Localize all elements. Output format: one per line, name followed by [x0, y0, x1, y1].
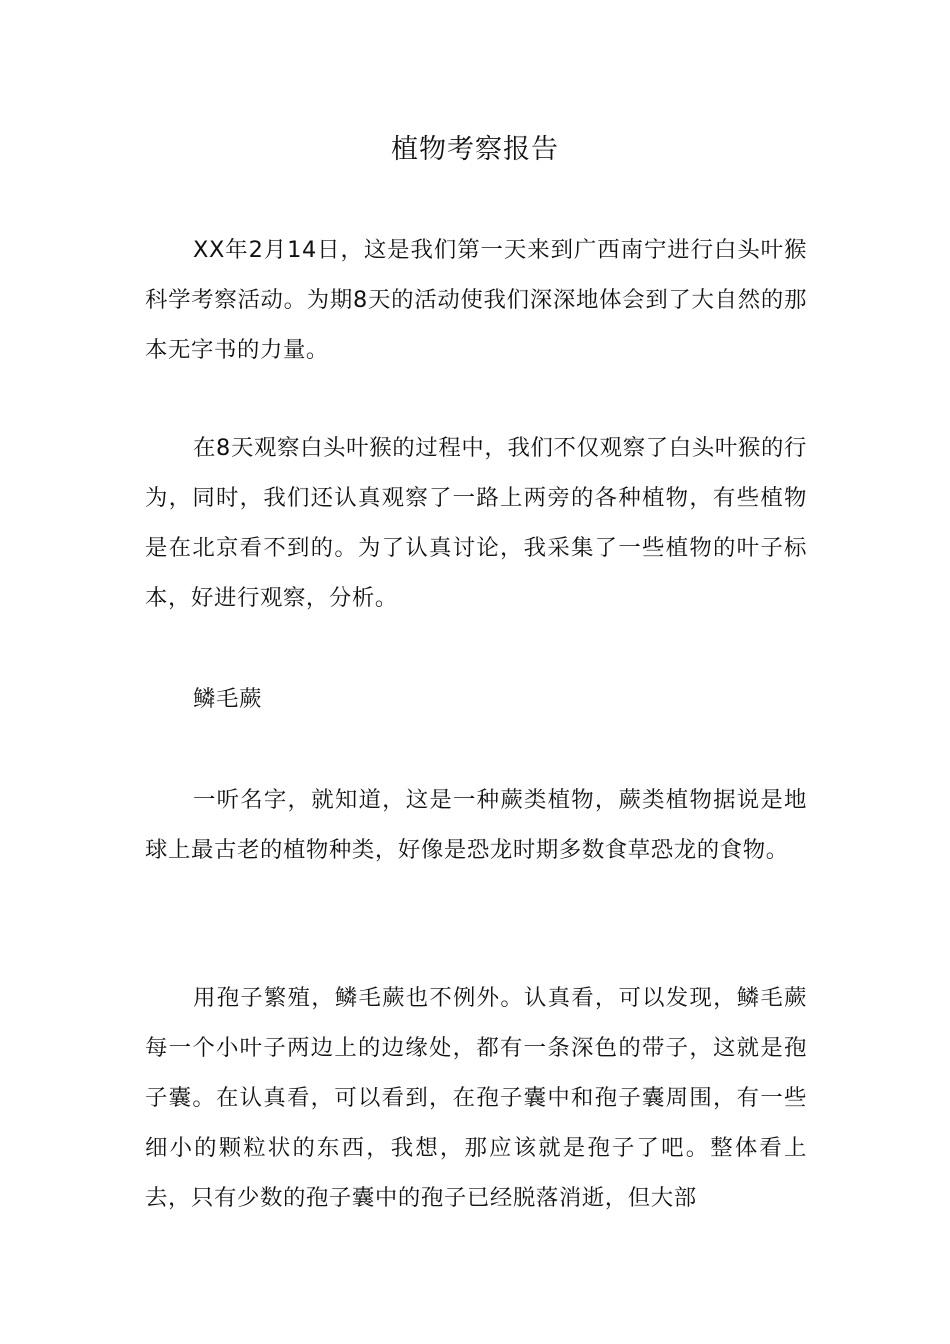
- paragraph-fern-intro: 一听名字，就知道，这是一种蕨类植物，蕨类植物据说是地球上最古老的植物种类，好像是恐龙时期多数食草恐龙的食物。: [145, 787, 807, 863]
- paragraph-trip-intro: XX年2月14日，这是我们第一天来到广西南宁进行白头叶猴科学考察活动。为期8天的活动使我们深深地体会到了大自然的那本无字书的力量。: [145, 237, 807, 363]
- paragraph-observation: 在8天观察白头叶猴的过程中，我们不仅观察了白头叶猴的行为，同时，我们还认真观察了一路上两旁的各种植物，有些植物是在北京看不到的。为了认真讨论，我采集了一些植物的叶子标本，好进行观察，分析。: [145, 435, 807, 611]
- section-heading-fern: 鳞毛蕨: [193, 686, 262, 712]
- document-title: 植物考察报告: [391, 134, 559, 165]
- paragraph-fern-spores: 用孢子繁殖，鳞毛蕨也不例外。认真看，可以发现，鳞毛蕨每一个小叶子两边上的边缘处，都有一条深色的带子，这就是孢子囊。在认真看，可以看到，在孢子囊中和孢子囊周围，有一些细小的颗粒状的东西，我想，那应该就是孢子了吧。整体看上去，只有少数的孢子囊中的孢子已经脱落消逝，但大部: [145, 985, 807, 1211]
